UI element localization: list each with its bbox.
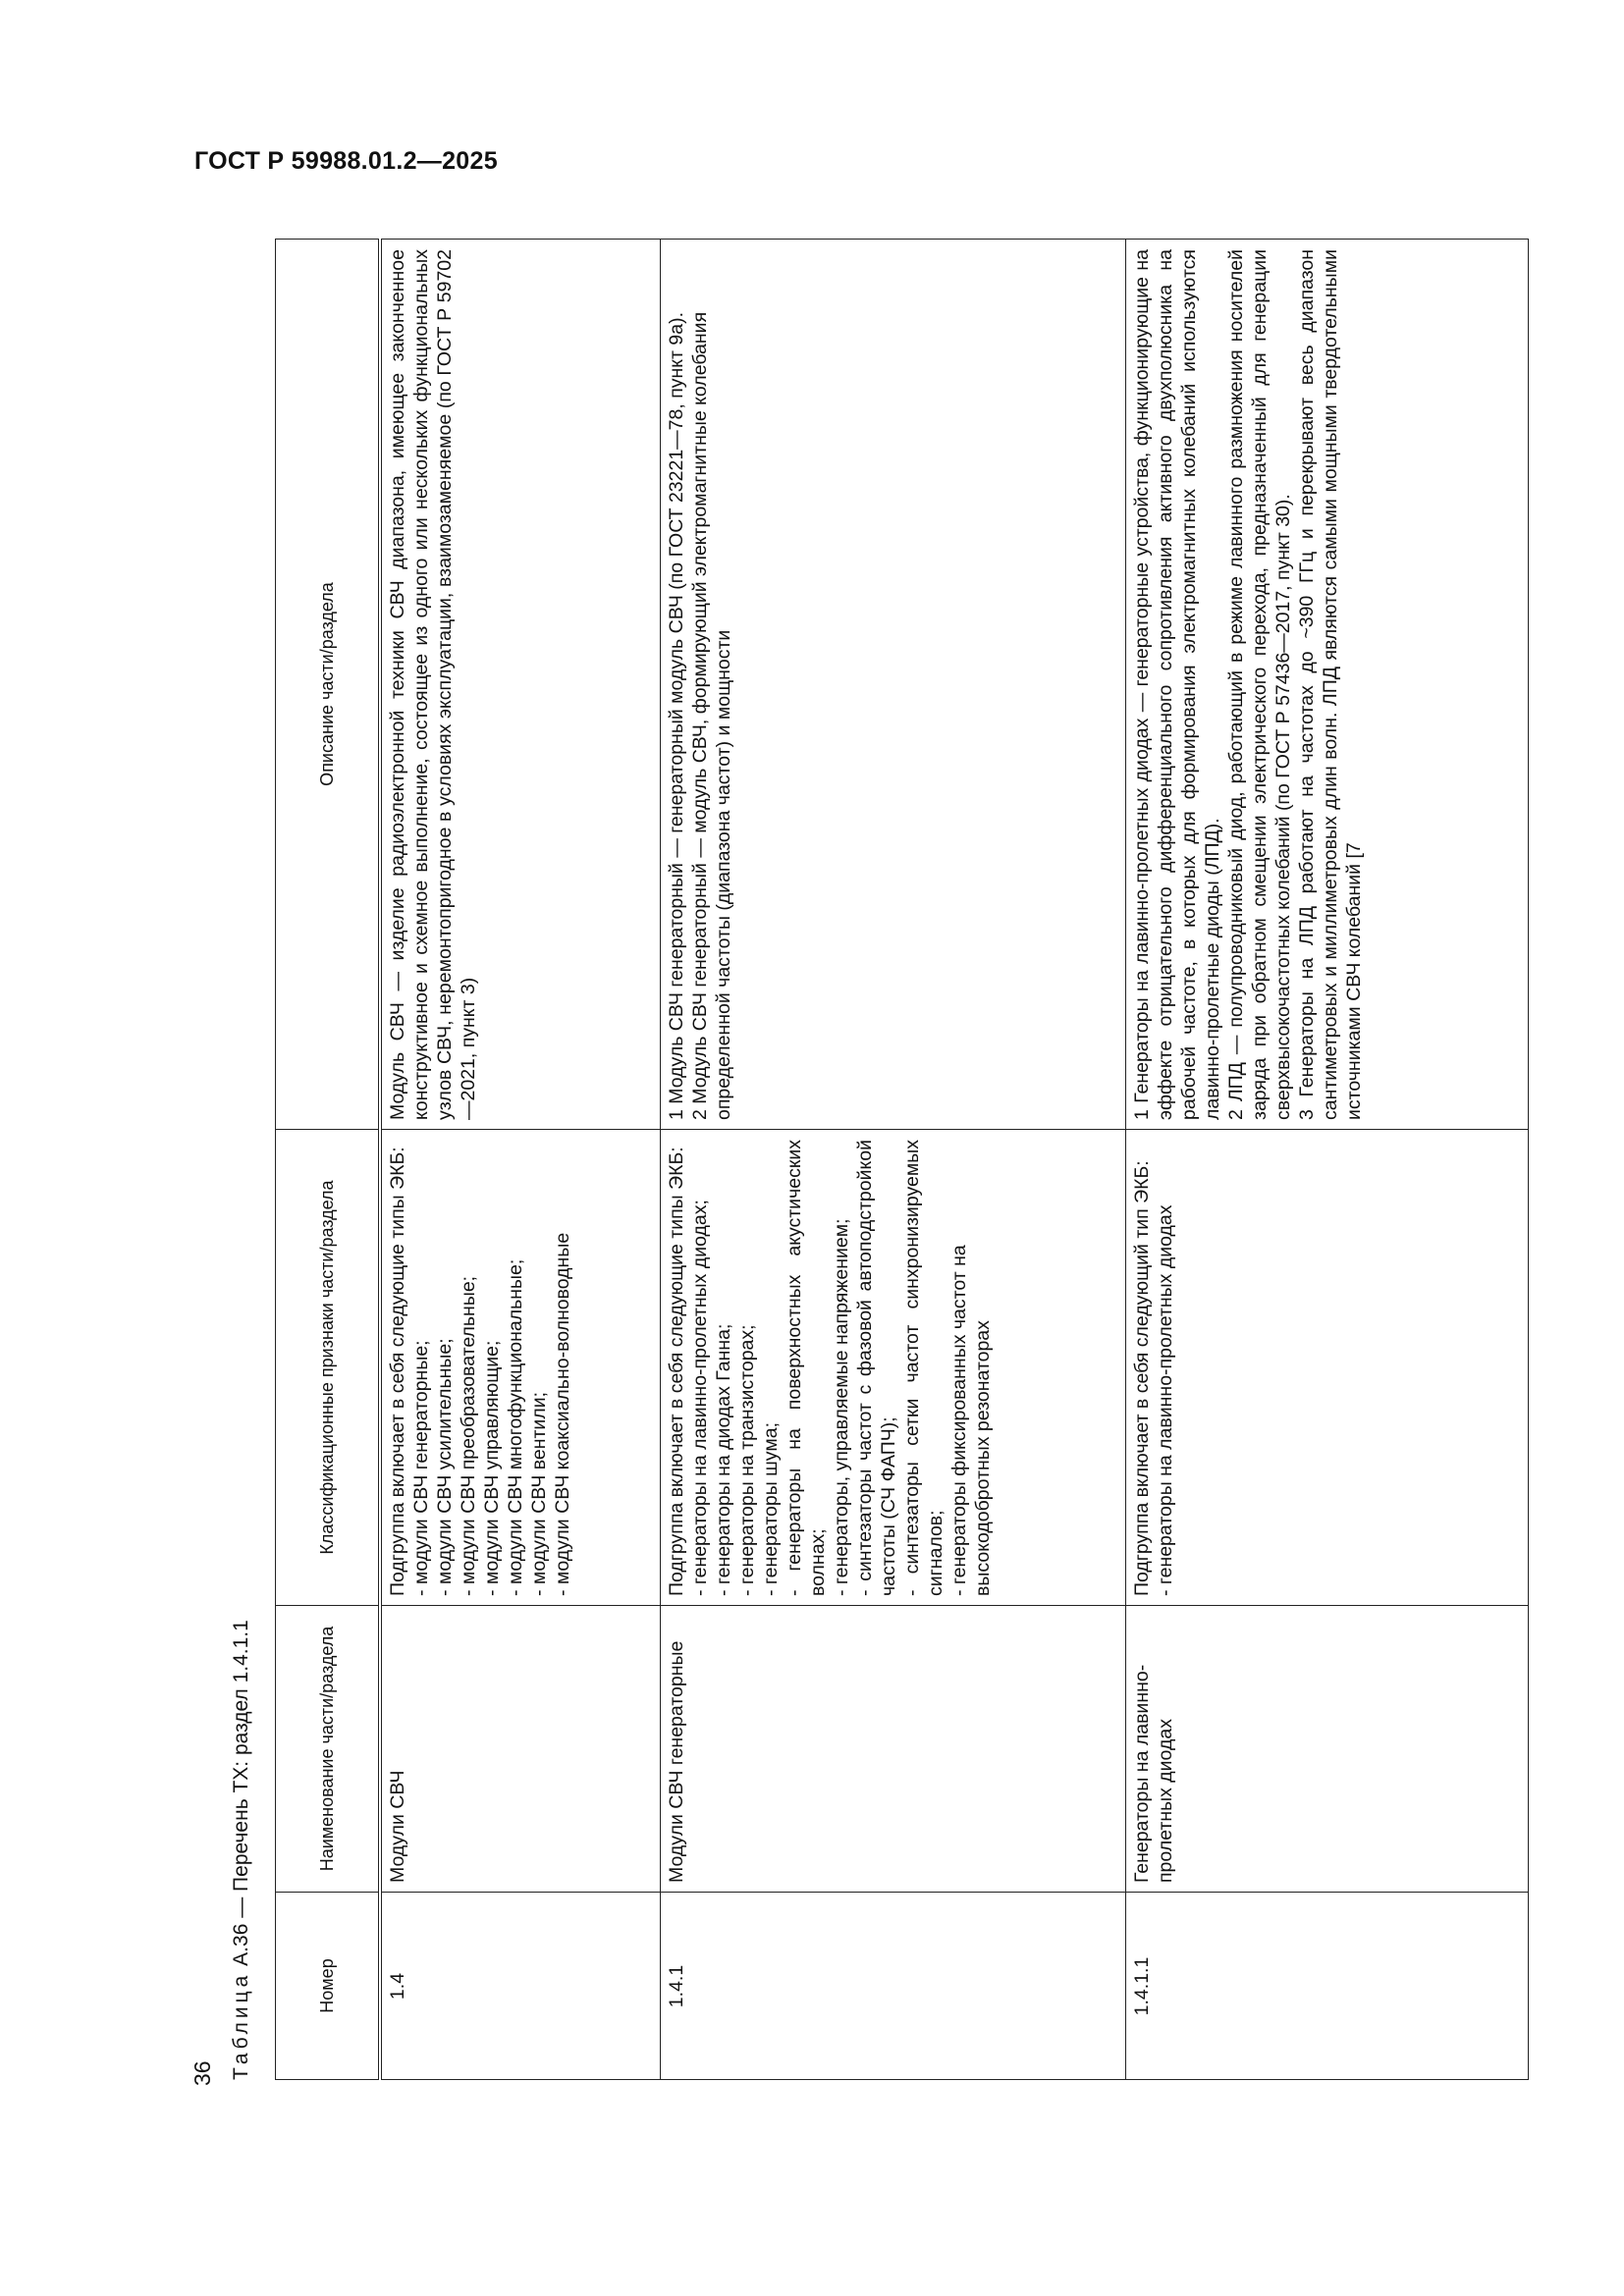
features-intro: Подгруппа включает в себя следующие типы ЭКБ: <box>665 1147 687 1596</box>
column-header-description: Описание части/раздела <box>276 240 381 1130</box>
features-item: - генераторы на лавинно-пролетных диодах <box>1154 1204 1176 1596</box>
row-features <box>660 1130 1125 1606</box>
description-paragraph: 3 Генераторы на ЛПД работают на частотах до ~390 ГГц и перекрывают весь диапазон сантиметровых и миллиметровых длин волн. ЛПД являются самыми мощными твердотельными источниками СВЧ колебаний [7 <box>1295 249 1365 1120</box>
features-item: - генераторы шума; <box>759 1422 782 1596</box>
features-item: - генераторы на поверхностных акустических волнах; <box>783 1140 829 1596</box>
row-description <box>1125 240 1528 1130</box>
features-item: - генераторы на лавинно-пролетных диодах; <box>688 1200 711 1596</box>
table-row <box>380 240 660 2080</box>
description-paragraph: Модуль СВЧ — изделие радиоэлектронной техники СВЧ диапазона, имеющее законченное конструктивное и схемное выполнение, состоящее из одного или нескольких функциональных узлов СВЧ, неремонтопригодное в условиях эксплуатации, взаимозаменяемое (по ГОСТ Р 59702—2021, пункт 3) <box>387 249 479 1120</box>
features-item: - генераторы на диодах Ганна; <box>712 1323 734 1596</box>
description-paragraph: 2 ЛПД — полупроводниковый диод, работающий в режиме лавинного размножения носителей заряда при обратном смещении электрического перехода, предназначенный для генерации сверхвысокочастотных колебаний (по ГОСТ Р 57436—2017, пункт 30). <box>1224 249 1294 1120</box>
features-item: - модули СВЧ генераторные; <box>410 1340 432 1596</box>
page-number: 36 <box>189 2060 215 2086</box>
features-item: - модули СВЧ многофункциональные; <box>505 1258 526 1596</box>
row-number: 1.4 <box>380 1893 660 2080</box>
table <box>275 239 1529 2080</box>
row-name: Модули СВЧ <box>380 1606 660 1893</box>
features-item: - генераторы на транзисторах; <box>735 1324 758 1596</box>
features-intro: Подгруппа включает в себя следующие типы ЭКБ: <box>387 1147 408 1596</box>
column-header-number: Номер <box>276 1893 381 2080</box>
row-description <box>660 240 1125 1130</box>
description-paragraph: 1 Модуль СВЧ генераторный — генераторный модуль СВЧ (по ГОСТ 23221—78, пункт 9а). <box>665 312 687 1120</box>
description-paragraph: 1 Генераторы на лавинно-пролетных диодах — генераторные устройства, функционирующие на эффекте отрицательного дифференциального сопротивления активного двухполюсника на рабочей частоте, в которых для формирования электромагнитных колебаний используются лавинно-пролетные диоды (ЛПД). <box>1130 249 1223 1120</box>
column-header-name: Наименование части/раздела <box>276 1606 381 1893</box>
table-caption-text: А.36 — Перечень ТХ: раздел 1.4.1.1 <box>230 1620 252 1972</box>
features-item: - генераторы фиксированных частот на высокодобротных резонаторах <box>947 1245 994 1596</box>
table-row <box>660 240 1125 2080</box>
features-item: - синтезаторы сетки частот синхронизируемых сигналов; <box>900 1140 947 1596</box>
table-row <box>1125 240 1528 2080</box>
row-description <box>380 240 660 1130</box>
features-item: - модули СВЧ преобразовательные; <box>458 1275 479 1596</box>
row-name: Модули СВЧ генераторные <box>660 1606 1125 1893</box>
row-name: Генераторы на лавинно-пролетных диодах <box>1125 1606 1528 1893</box>
row-features <box>1125 1130 1528 1606</box>
features-item: - модули СВЧ вентили; <box>528 1391 550 1596</box>
table-caption-prefix: Таблица <box>230 1971 252 2080</box>
rotated-table-area <box>210 240 1470 2080</box>
row-number: 1.4.1 <box>660 1893 1125 2080</box>
row-number: 1.4.1.1 <box>1125 1893 1528 2080</box>
features-item: - синтезаторы частот с фазовой автоподстройкой частоты (СЧ ФАПЧ); <box>853 1140 899 1596</box>
features-item: - генераторы, управляемые напряжением; <box>830 1218 852 1596</box>
features-item: - модули СВЧ управляющие; <box>481 1340 503 1596</box>
features-item: - модули СВЧ усилительные; <box>434 1338 456 1596</box>
column-header-features: Классификационные признаки части/раздела <box>276 1130 381 1606</box>
row-features <box>380 1130 660 1606</box>
document-header: ГОСТ Р 59988.01.2—2025 <box>194 147 498 175</box>
features-item: - модули СВЧ коаксиально-волноводные <box>552 1232 573 1596</box>
table-header-row <box>276 240 381 2080</box>
features-intro: Подгруппа включает в себя следующий тип ЭКБ: <box>1130 1160 1153 1596</box>
table-caption <box>210 240 273 2080</box>
description-paragraph: 2 Модуль СВЧ генераторный — модуль СВЧ, формирующий электромагнитные колебания определенной частоты (диапазона частот) и мощности <box>688 311 734 1120</box>
